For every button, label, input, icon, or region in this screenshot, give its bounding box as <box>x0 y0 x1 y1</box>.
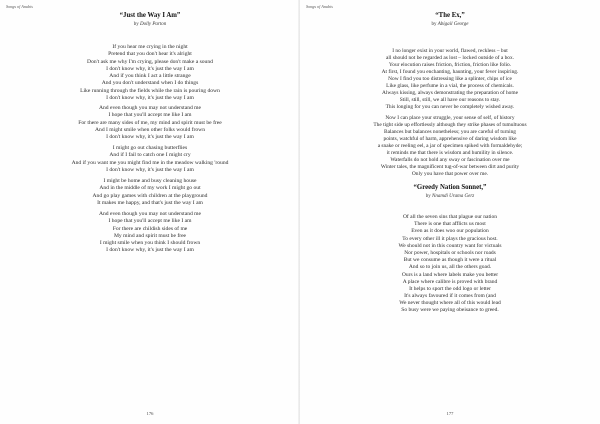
poem-byline-dolly-parton <box>0 22 300 27</box>
poem-title-just-the-way-i-am: “Just the Way I Am” <box>119 12 181 19</box>
poem-line: We never thought where all of this would lead <box>399 300 501 307</box>
poem-line: I don't know why, it's just the way I am <box>106 247 194 254</box>
poem-line: And if you want me you might find me in the meadow walking 'round <box>71 159 229 166</box>
right-page <box>300 0 600 424</box>
poem-line: And you don't understand when I do things <box>101 80 199 87</box>
poem-line: And if I fail to catch one I might cry <box>109 152 191 159</box>
poem-line: Ours is a land where labels make you better <box>401 271 499 278</box>
poem-byline-abigail-george <box>300 22 600 27</box>
poem-line: I might be home and busy cleaning house <box>103 178 197 184</box>
poem-line: There is one that afflicts us most <box>414 221 486 228</box>
right-running-head: Songs of Anubis <box>306 4 333 9</box>
poem-line: And I might smile when other folks would frown <box>95 126 205 133</box>
poem-line: a snake or reeling eel, a jar of specimen spiked with formaldehyde; <box>377 143 523 150</box>
poem-line: Of all the seven sins that plague our nation <box>402 214 498 220</box>
poem-line: Only you have that power over me. <box>411 171 489 178</box>
poem-line: Now I can place your struggle, your sense of self, of history <box>385 115 515 121</box>
poem-author: Nnamdi Urama Gerz <box>432 194 475 199</box>
poem-line: And if you think I act a little strange <box>109 73 191 79</box>
poem-line: Nor power, hospitals or schools nor roads <box>404 249 496 256</box>
poem-line: Winter tales, the magnificent tug-of-war between dirt and purity <box>380 164 520 171</box>
poem-line: Like glass, like perfume in a vial, the process of chemicals. <box>386 83 514 90</box>
poem-line: It's always favoured if it comes from (and <box>404 293 496 300</box>
poem-line: We should not in this country want for victuals <box>398 242 502 249</box>
poem-author: Dolly Parton <box>140 22 167 27</box>
poem-line: I don't know why, it's just the way I am <box>106 134 194 140</box>
poem-line: My mind and spirit must be free <box>113 232 187 239</box>
stanza-5 <box>0 211 300 255</box>
poem-line: I might smile when you think I should frown <box>99 240 201 246</box>
poem-line: I don't know why, it's just the way I am <box>106 65 194 72</box>
poem-line: Your elocution raises friction, friction, friction like folio. <box>388 62 512 69</box>
stanza-1 <box>300 48 600 111</box>
poem-line: Even as it does woo our population <box>411 228 489 235</box>
left-running-head: Songs of Anubis <box>6 4 33 9</box>
poem-line: Waterfalls do not hold any sway or fascination over me <box>390 157 510 164</box>
poem-line: And even though you may not understand me <box>98 211 202 217</box>
poem-line: This longing for you can never be completely wished away. <box>385 104 515 111</box>
poem-byline-nnamdi-urama-gerz <box>300 194 600 199</box>
poem-line: Still, still, still, we all have our reasons to stay. <box>399 97 501 104</box>
poem-line: Balances but balances nonetheless; you are careful of turning <box>383 129 517 136</box>
poem-line: Now I find you too distressing like a splinter, chips of ice <box>388 76 512 83</box>
stanza-4 <box>0 178 300 207</box>
poem-line: But we consume as though it were a ritual <box>403 257 497 264</box>
sonnet-stanza <box>300 214 600 315</box>
poem-line: And so to join us, all the others goad. <box>408 264 492 271</box>
poem-line: For there are childish sides of me <box>112 225 188 232</box>
byline-prefix: by <box>425 194 431 199</box>
poem-line: If you hear me crying in the night <box>112 44 188 50</box>
poem-line: Pretend that you don't hear it's alright <box>108 51 192 58</box>
poem-line: I hope that you'll accept me like I am <box>108 218 192 225</box>
stanza-2 <box>0 105 300 141</box>
poem-line: And go play games with children at the playground <box>92 192 208 199</box>
left-page-number: 176 <box>146 411 154 416</box>
poem-line: For there are many sides of me, my mind and spirit must be free <box>78 119 222 126</box>
poem-line: I might go out chasing butterflies <box>112 145 188 151</box>
poem-line: It makes me happy, and that's just the way I am <box>97 199 203 206</box>
poem-line: I no longer exist in your world, flawed, reckless – but <box>392 48 508 54</box>
poem-line: To every other ill it plays the gracious host. <box>402 235 498 242</box>
poem-line: Always kissing, always demonstrating the preparation of home <box>382 90 518 97</box>
stanza-1 <box>0 44 300 102</box>
stanza-2 <box>300 115 600 178</box>
poem-line: I hope that you'll accept me like I am <box>108 112 192 119</box>
poem-author: Abigail George <box>437 22 469 27</box>
poem-line: The tight side up effortlessly although they strike phases of tumultuous <box>373 122 527 129</box>
poem-line: points, watchful of harm, apprehensive of daring wisdom like <box>383 136 517 143</box>
poem-line: all should not be regarded as lost – locked outside of a box. <box>386 55 514 62</box>
right-page-number: 177 <box>446 411 454 416</box>
poem-line: Like running through the fields while the rain is pouring down <box>80 87 220 94</box>
poem-line: And in the middle of my work I might go out <box>99 185 201 192</box>
poem-line: It helps to sport the odd logo or letter <box>409 285 491 292</box>
poem-line: I don't know why, it's just the way I am <box>106 94 194 101</box>
poem-line: And even though you may not understand me <box>98 105 202 111</box>
poem-line: A place where calibre is proved with brand <box>402 278 498 285</box>
byline-prefix: by <box>431 22 437 27</box>
poem-line: So busy were we paying obeisance to greed. <box>401 307 499 314</box>
poem-line: I don't know why, it's just the way I am <box>106 166 194 173</box>
poem-line: Don't ask me why I'm crying, please don't make a sound <box>87 58 213 65</box>
poem-title-greedy-nation-sonnet: “Greedy Nation Sonnet,” <box>413 184 487 191</box>
stanza-3 <box>0 145 300 174</box>
poem-title-the-ex: “The Ex,” <box>435 12 465 19</box>
byline-prefix: by <box>133 22 139 27</box>
poem-line: At first, I found you enchanting, haunting, your fever inspiring. <box>381 69 519 76</box>
poem-line: it reminds me that there is wisdom and humility in silence. <box>386 150 514 157</box>
